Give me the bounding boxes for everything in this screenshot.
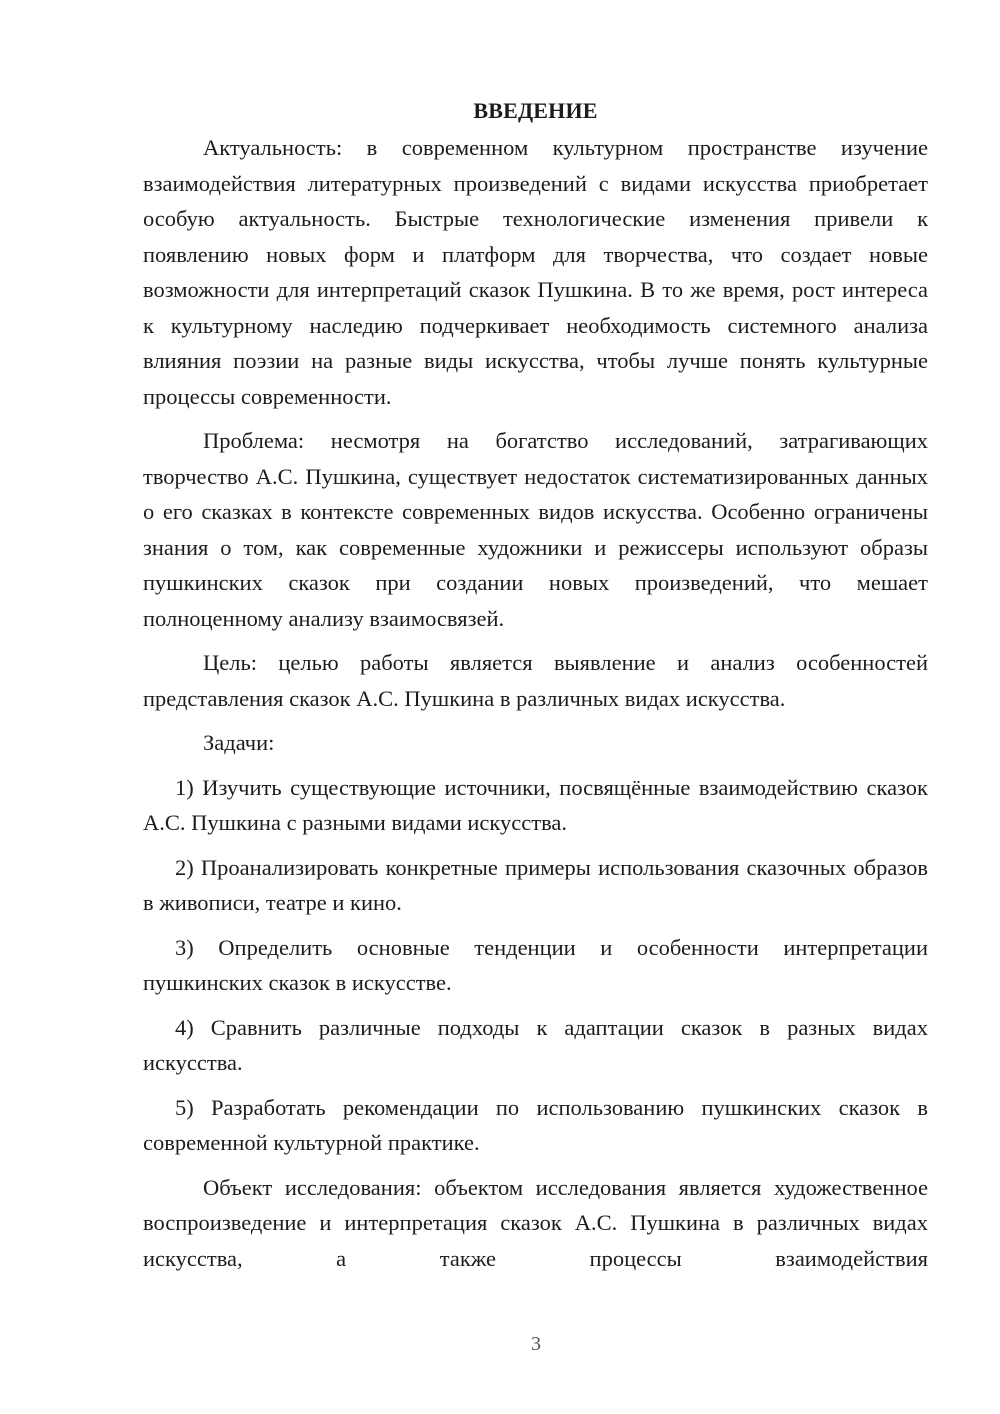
tasks-label: Задачи:: [203, 730, 275, 755]
paragraph-object: Объект исследования: объектом исследования является художественное воспроизведение и интерпретация сказок А.С. Пушкина в различных видах искусства, а также процессы взаимодействия: [143, 1174, 928, 1271]
task-item-4: 4) Сравнить различные подходы к адаптации сказок в разных видах искусства.: [143, 1014, 928, 1075]
paragraph-goal: Цель: целью работы является выявление и анализ особенностей представления сказок А.С. Пушкина в различных видах искусства.: [143, 650, 928, 711]
paragraph-relevance: Актуальность: в современном культурном пространстве изучение взаимодействия литературных произведений с видами искусства приобретает особую актуальность. Быстрые технологические изменения привели к появлению новых форм и платформ для творчества, что создает новые возможности для интерпретаций сказок Пушкина. В то же время, рост интереса к культурному наследию подчеркивает необходимость системного анализа влияния поэзии на разные виды искусства, чтобы лучше понять культурные процессы современности.: [143, 135, 928, 409]
task-item-5: 5) Разработать рекомендации по использованию пушкинских сказок в современной культурной практике.: [143, 1094, 928, 1155]
task-item-2: 2) Проанализировать конкретные примеры использования сказочных образов в живописи, театре и кино.: [143, 854, 928, 915]
page-body: [143, 96, 928, 1285]
page-number: 3: [531, 1333, 541, 1355]
task-item-3: 3) Определить основные тенденции и особенности интерпретации пушкинских сказок в искусстве.: [143, 934, 928, 995]
paragraph-problem: Проблема: несмотря на богатство исследований, затрагивающих творчество А.С. Пушкина, существует недостаток систематизированных данных о его сказках в контексте современных видов искусства. Особенно ограничены знания о том, как современные художники и режиссеры используют образы пушкинских сказок при создании новых произведений, что мешает полноценному анализу взаимосвязей.: [143, 428, 928, 631]
section-heading: ВВЕДЕНИЕ: [473, 98, 598, 123]
task-item-1: 1) Изучить существующие источники, посвящённые взаимодействию сказок А.С. Пушкина с разными видами искусства.: [143, 774, 928, 835]
